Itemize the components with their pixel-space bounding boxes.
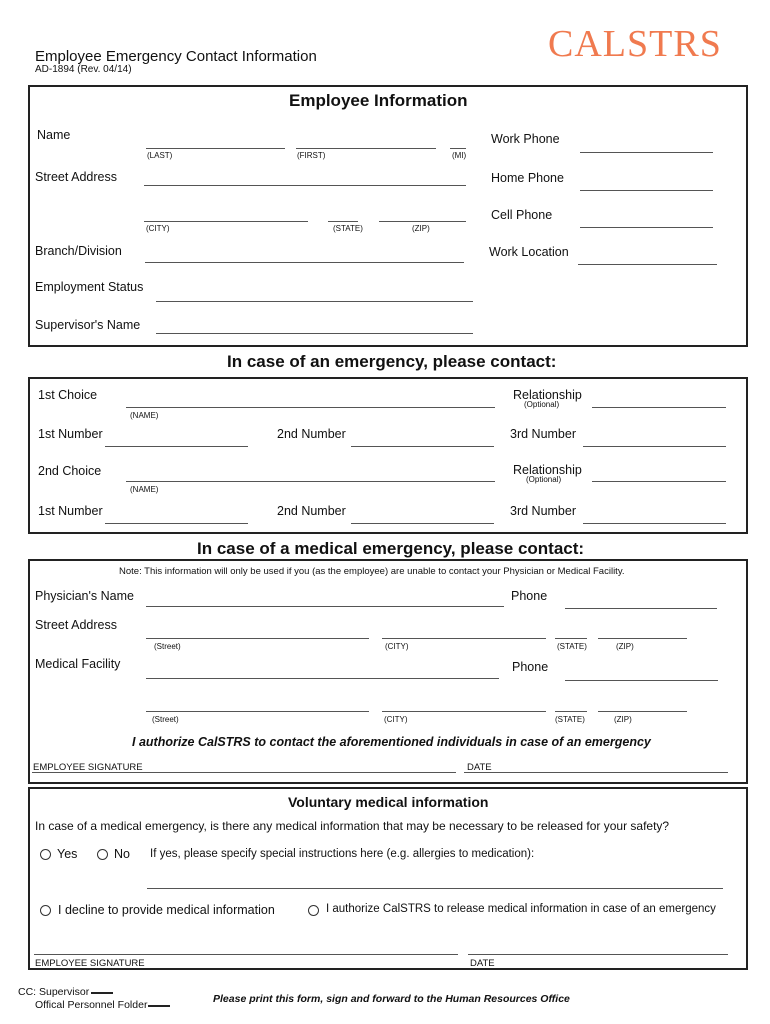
emergency-section [28,377,748,534]
facility-street-hint: (Street) [152,715,179,724]
second-choice-label: 2nd Choice [38,464,102,478]
cell-phone-label: Cell Phone [491,208,553,222]
physician-state-hint: (STATE) [557,642,587,651]
second-number-field-1[interactable] [351,446,494,447]
mi-field[interactable] [450,148,466,149]
branch-label: Branch/Division [35,244,122,258]
voluntary-signature-label: EMPLOYEE SIGNATURE [35,958,145,969]
street-address-label: Street Address [35,170,117,184]
second-choice-name-hint: (NAME) [130,485,159,494]
first-choice-name-field[interactable] [126,407,495,408]
first-number-label-2: 1st Number [38,504,103,518]
first-choice-label: 1st Choice [38,388,98,402]
second-relationship-field[interactable] [592,481,726,482]
facility-city-field[interactable] [382,711,546,712]
home-phone-field[interactable] [580,190,713,191]
facility-zip-field[interactable] [598,711,687,712]
no-label: No [114,847,130,861]
state-field[interactable] [328,221,358,222]
voluntary-date-label: DATE [470,958,495,969]
facility-phone-field[interactable] [565,680,718,681]
authorize-contact-text: I authorize CalSTRS to contact the aforementioned individuals in case of an emergency [132,735,651,749]
physician-phone-label: Phone [511,589,548,603]
mi-hint: (MI) [452,151,467,160]
physician-name-field[interactable] [146,606,504,607]
physician-zip-field[interactable] [598,638,687,639]
calstrs-logo: CALSTRS [548,23,722,65]
form-title: Employee Emergency Contact Information [35,48,317,65]
cc-folder: Offical Personnel Folder [35,999,148,1011]
medical-date-field[interactable] [464,772,728,773]
authorize-release-radio[interactable] [308,905,319,916]
authorize-release-label: I authorize CalSTRS to release medical information in case of an emergency [326,903,716,915]
first-number-field-1[interactable] [105,446,248,447]
last-name-field[interactable] [146,148,285,149]
second-choice-name-field[interactable] [126,481,495,482]
medical-heading: In case of a medical emergency, please contact: [197,539,585,558]
facility-state-hint: (STATE) [555,715,585,724]
street-address-field[interactable] [144,185,466,186]
footer-instruction: Please print this form, sign and forward to the Human Resources Office [213,993,570,1005]
medical-note: Note: This information will only be used if you (as the employee) are unable to contact your Physician or Medical Facility. [119,566,625,577]
voluntary-signature-field[interactable] [34,954,458,955]
voluntary-question: In case of a medical emergency, is there any medical information that may be necessary to be released for your safety? [35,819,670,833]
voluntary-heading: Voluntary medical information [288,794,489,810]
facility-name-field[interactable] [146,678,499,679]
third-number-label-2: 3rd Number [510,504,576,518]
physician-street-field[interactable] [146,638,369,639]
work-location-field[interactable] [578,264,717,265]
facility-phone-label: Phone [512,660,549,674]
voluntary-section [28,787,748,970]
voluntary-date-field[interactable] [468,954,728,955]
decline-label: I decline to provide medical information [58,903,275,917]
physician-city-hint: (CITY) [385,642,409,651]
first-hint: (FIRST) [297,151,326,160]
second-number-field-2[interactable] [351,523,494,524]
third-number-field-1[interactable] [583,446,726,447]
employee-info-section [28,85,748,347]
physician-zip-hint: (ZIP) [616,642,634,651]
work-phone-label: Work Phone [491,132,560,146]
first-relationship-field[interactable] [592,407,726,408]
state-hint: (STATE) [333,224,363,233]
physician-street-label: Street Address [35,618,117,632]
first-relationship-optional: (Optional) [524,400,560,409]
facility-zip-hint: (ZIP) [614,715,632,724]
second-relationship-label: Relationship [513,463,582,477]
physician-phone-field[interactable] [565,608,717,609]
instructions-field[interactable] [147,888,723,889]
medical-signature-label: EMPLOYEE SIGNATURE [33,762,143,773]
first-choice-name-hint: (NAME) [130,411,159,420]
facility-state-field[interactable] [555,711,587,712]
zip-hint: (ZIP) [412,224,430,233]
cc-supervisor: CC: Supervisor [18,986,90,998]
home-phone-label: Home Phone [491,171,564,185]
work-phone-field[interactable] [580,152,713,153]
employee-info-heading: Employee Information [289,91,468,110]
cell-phone-field[interactable] [580,227,713,228]
facility-label: Medical Facility [35,657,121,671]
third-number-label-1: 3rd Number [510,427,576,441]
medical-section [28,559,748,784]
form-id: AD-1894 (Rev. 04/14) [35,64,132,75]
third-number-field-2[interactable] [583,523,726,524]
first-relationship-label: Relationship [513,388,582,402]
first-number-field-2[interactable] [105,523,248,524]
physician-state-field[interactable] [555,638,587,639]
physician-street-hint: (Street) [154,642,181,651]
work-location-label: Work Location [489,245,569,259]
first-name-field[interactable] [296,148,436,149]
second-number-label-2: 2nd Number [277,504,346,518]
second-relationship-optional: (Optional) [526,475,562,484]
last-hint: (LAST) [147,151,173,160]
name-label: Name [37,128,71,142]
employment-status-label: Employment Status [35,280,144,294]
city-field[interactable] [144,221,308,222]
facility-city-hint: (CITY) [384,715,408,724]
emergency-heading: In case of an emergency, please contact: [227,352,557,371]
decline-radio[interactable] [40,905,51,916]
medical-date-label: DATE [467,762,492,773]
city-hint: (CITY) [146,224,170,233]
supervisor-field[interactable] [156,333,473,334]
yes-label: Yes [57,847,78,861]
no-radio[interactable] [97,849,108,860]
instructions-label: If yes, please specify special instructions here (e.g. allergies to medication): [150,848,535,860]
branch-field[interactable] [145,262,464,263]
first-number-label-1: 1st Number [38,427,103,441]
yes-radio[interactable] [40,849,51,860]
cc-supervisor-line [91,992,113,994]
employment-status-field[interactable] [156,301,473,302]
physician-label: Physician's Name [35,589,134,603]
facility-street-field[interactable] [146,711,369,712]
physician-city-field[interactable] [382,638,546,639]
second-number-label-1: 2nd Number [277,427,346,441]
cc-folder-line [148,1005,170,1007]
supervisor-label: Supervisor's Name [35,318,141,332]
zip-field[interactable] [379,221,466,222]
